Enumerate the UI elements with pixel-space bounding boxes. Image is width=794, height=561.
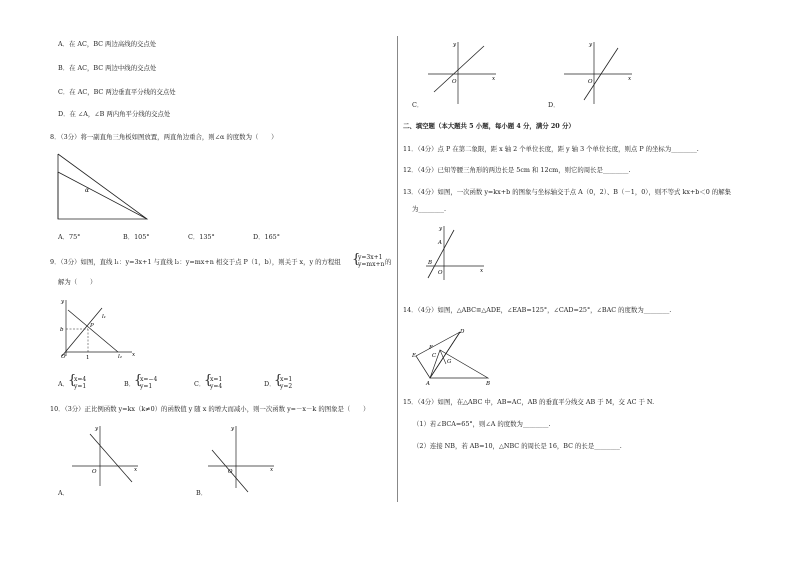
q9-option-c-brace: { xyxy=(204,373,213,388)
q9-stem-line2: 解为（ ） xyxy=(58,278,97,286)
q7-option-c: C．在 AC，BC 两边垂直平分线的交点处 xyxy=(58,88,176,96)
q12-stem: 12．（4分）已知等腰三角形的两边长是 5cm 和 12cm，则它的周长是________. xyxy=(403,166,631,174)
q9-option-a-top: x=4 xyxy=(74,376,87,383)
section-title-fill-in: 二、填空题（本大题共 5 小题，每小题 4 分，满分 20 分） xyxy=(403,122,575,130)
q13-stem: 13．（4分）如图，一次函数 y=kx+b 的图象与坐标轴交于点 A（0，2）、B（－1，0），则不等式 kx+b＜0 的解集 xyxy=(403,188,732,196)
q9-option-c-letter: C． xyxy=(194,380,206,388)
q10b-x-label: x xyxy=(270,467,274,473)
q7-option-b: B．在 AC，BC 两边中线的交点处 xyxy=(58,64,157,72)
q10-option-c: C． xyxy=(412,101,424,109)
q11-stem: 11．（4分）点 P 在第二象限，距 x 轴 2 个单位长度，距 y 轴 3 个单位长度，则点 P 的坐标为________. xyxy=(403,145,699,153)
q14-triangles-figure xyxy=(410,322,500,388)
q8-triangles-figure xyxy=(55,152,155,224)
q10-option-b: B． xyxy=(196,489,208,497)
q9-option-b-system xyxy=(140,376,157,390)
q9-option-c-system xyxy=(210,376,222,390)
q13-graph xyxy=(422,222,492,282)
q8-stem: 8．（3分）将一副直角三角板如图放置，两直角边重合，则∠α 的度数为（ ） xyxy=(50,133,278,141)
q9-option-d-system xyxy=(280,376,292,390)
q13-stem-line2: 为________. xyxy=(412,205,446,213)
q9-option-a-bottom: y=1 xyxy=(74,383,87,390)
q10-option-a-graph xyxy=(68,422,144,488)
q9-option-c-top: x=1 xyxy=(210,376,223,383)
q10b-origin-label: O xyxy=(228,469,233,475)
q9-option-d-letter: D． xyxy=(264,380,276,388)
q9-system-bottom: y=mx+n xyxy=(358,261,385,268)
q10a-y-label: y xyxy=(95,426,99,432)
q9-option-a-brace: { xyxy=(68,373,77,388)
q9-l1-label: l₁ xyxy=(102,314,106,320)
q13-b-label: B xyxy=(428,260,433,266)
q9-system xyxy=(358,254,384,268)
q13-origin-label: O xyxy=(438,270,443,276)
q8-option-a: A．75° xyxy=(58,233,81,241)
q10c-x-label: x xyxy=(492,76,496,82)
q9-y-label: y xyxy=(61,299,65,305)
q9-b-label: b xyxy=(60,327,64,333)
q14-e-label: E xyxy=(412,353,417,359)
q9-system-top: y=3x+1 xyxy=(358,254,383,261)
q10d-x-label: x xyxy=(628,76,632,82)
q15-part-2: （2）连接 NB，若 AB=10，△NBC 的周长是 16，BC 的长是________. xyxy=(413,442,622,450)
q8-alpha-label: α xyxy=(85,187,90,194)
q10-option-a: A． xyxy=(58,489,70,497)
q9-option-d-brace: { xyxy=(274,373,283,388)
q9-option-b-bottom: y=1 xyxy=(140,383,153,390)
q9-option-d-bottom: y=2 xyxy=(280,383,293,390)
q10c-origin-label: O xyxy=(452,79,457,85)
q13-x-label: x xyxy=(480,268,484,274)
q9-origin-label: O xyxy=(61,354,66,360)
q9-system-brace: { xyxy=(352,252,361,267)
q14-d-label: D xyxy=(460,329,465,335)
q10b-y-label: y xyxy=(231,426,235,432)
q9-one-label: 1 xyxy=(86,355,90,361)
q10a-origin-label: O xyxy=(92,469,97,475)
q7-option-a: A．在 AC，BC 两边高线的交点处 xyxy=(58,40,157,48)
q14-a-label: A xyxy=(426,381,430,387)
q13-y-label: y xyxy=(439,226,443,232)
q9-stem: 9．（3分）如图，直线 l₁：y=3x+1 与直线 l₂：y=mx+n 相交于点 P（1，b），则关于 x，y 的方程组 xyxy=(50,258,341,266)
q9-l2-label: l₂ xyxy=(118,354,122,360)
q10-option-d: D． xyxy=(548,101,560,109)
q15-stem: 15．（4分）如图，在△ABC 中，AB=AC，AB 的垂直平分线交 AB 于 M，交 AC 于 N. xyxy=(403,398,655,406)
q9-option-d-top: x=1 xyxy=(280,376,293,383)
q10-stem: 10．（3分）正比例函数 y=kx（k≠0）的函数值 y 随 x 的增大而减小，则一次函数 y=－x－k 的图象是（ ） xyxy=(50,405,370,413)
q9-option-a-letter: A． xyxy=(58,380,70,388)
q9-p-label: P xyxy=(90,323,94,329)
q7-option-d: D．在 ∠A，∠B 两内角平分线的交点处 xyxy=(58,110,171,118)
q9-option-c-bottom: y=4 xyxy=(210,383,223,390)
q10c-y-label: y xyxy=(453,42,457,48)
q8-option-b: B．105° xyxy=(123,233,150,241)
q9-option-b-letter: B． xyxy=(124,380,136,388)
q9-option-b-top: x=−4 xyxy=(140,376,158,383)
q14-c-label: C xyxy=(432,353,437,359)
q10a-x-label: x xyxy=(134,467,138,473)
q14-b-label: B xyxy=(486,381,491,387)
q15-part-1: （1）若∠BCA=65°，则∠A 的度数为________. xyxy=(413,420,551,428)
q8-option-d: D．165° xyxy=(253,233,280,241)
q14-f-label: F xyxy=(429,345,433,351)
q14-stem: 14．（4分）如图，△ABC≌△ADE，∠EAB=125°，∠CAD=25°，∠BAC 的度数为________. xyxy=(403,306,672,314)
q10d-y-label: y xyxy=(589,42,593,48)
q14-g-label: G xyxy=(447,359,452,365)
column-divider xyxy=(397,36,398,502)
q9-option-b-brace: { xyxy=(134,373,143,388)
q13-a-label: A xyxy=(438,240,442,246)
q9-stem-end: 的 xyxy=(385,258,392,266)
q10d-origin-label: O xyxy=(588,79,593,85)
q9-x-label: x xyxy=(132,352,136,358)
q8-option-c: C．135° xyxy=(188,233,215,241)
q10-option-c-graph xyxy=(424,38,504,104)
q10-option-d-graph xyxy=(560,38,640,104)
q9-graph xyxy=(58,296,138,362)
q9-option-a-system xyxy=(74,376,86,390)
q10-option-b-graph xyxy=(204,422,280,494)
